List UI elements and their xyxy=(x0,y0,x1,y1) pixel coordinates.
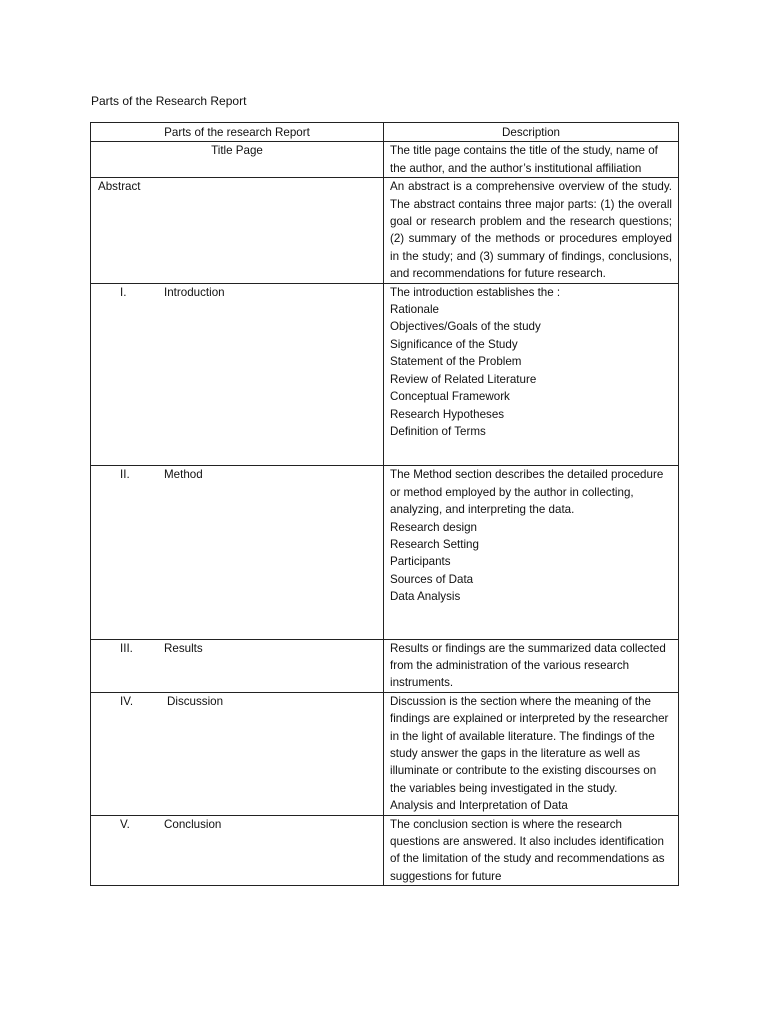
part-method xyxy=(91,466,384,639)
table-row-method xyxy=(91,466,679,639)
research-report-table xyxy=(90,122,679,886)
table-row-discussion xyxy=(91,692,679,815)
description-line: Sources of Data xyxy=(390,572,474,586)
description-line: The title page contains the title of the study, name of the author, and the author’s institutional affiliation xyxy=(390,144,658,175)
description-line: Significance of the Study xyxy=(390,337,518,351)
part-results xyxy=(91,639,384,692)
description-line: Objectives/Goals of the study xyxy=(390,320,541,334)
roman-numeral: V. xyxy=(120,817,130,831)
description-abstract xyxy=(384,178,679,283)
table-row-abstract xyxy=(91,178,679,283)
description-line: The conclusion section is where the research questions are answered. It also includes identification of the limitation of the study and recommendations as suggestions for future xyxy=(390,817,665,883)
document-title: Parts of the Research Report xyxy=(91,94,247,108)
table-row-introduction xyxy=(91,283,679,466)
description-method xyxy=(384,466,679,639)
part-label: Results xyxy=(164,641,203,655)
roman-numeral: IV. xyxy=(120,694,134,708)
description-results xyxy=(384,639,679,692)
description-line: An abstract is a comprehensive overview of the study. The abstract contains three major parts: (1) the overall goal or research problem and the research questions; (2) summary of the methods or procedures employed in the study; and (3) summary of findings, conclusions, and recommendations for future research. xyxy=(390,180,672,281)
description-line: Statement of the Problem xyxy=(390,355,522,369)
description-line: Results or findings are the summarized data collected from the administration of the various research instruments. xyxy=(390,641,666,690)
roman-numeral: II. xyxy=(120,468,130,482)
table-row-conclusion xyxy=(91,815,679,886)
part-conclusion xyxy=(91,815,384,886)
description-discussion xyxy=(384,692,679,815)
table-row-title-page xyxy=(91,142,679,178)
description-line: Research Setting xyxy=(390,537,479,551)
description-line: Participants xyxy=(390,555,451,569)
part-label: Conclusion xyxy=(164,817,222,831)
description-line: Analysis and Interpretation of Data xyxy=(390,799,568,813)
part-discussion xyxy=(91,692,384,815)
part-label: Method xyxy=(164,468,203,482)
description-line: Research design xyxy=(390,520,478,534)
part-title-page: Title Page xyxy=(91,142,384,178)
part-abstract: Abstract xyxy=(91,178,384,283)
roman-numeral: III. xyxy=(120,641,133,655)
header-parts: Parts of the research Report xyxy=(91,123,384,142)
description-line: Discussion is the section where the meaning of the findings are explained or interpreted by the researcher in the light of available literature. The findings of the study answer the gaps in the literature as well as illuminate or contribute to the existing discourses on the variables being investigated in the study. xyxy=(390,694,669,795)
part-label: Discussion xyxy=(167,694,224,708)
description-conclusion xyxy=(384,815,679,886)
description-line: Rationale xyxy=(390,303,439,317)
description-title-page xyxy=(384,142,679,178)
description-line: Data Analysis xyxy=(390,590,461,604)
description-line: Conceptual Framework xyxy=(390,390,510,404)
table-header-row xyxy=(91,123,679,142)
description-line: Definition of Terms xyxy=(390,424,486,438)
description-line: Review of Related Literature xyxy=(390,372,537,386)
table-row-results xyxy=(91,639,679,692)
part-introduction xyxy=(91,283,384,466)
part-label: Introduction xyxy=(164,285,225,299)
description-line: The Method section describes the detailed procedure or method employed by the author in collecting, analyzing, and interpreting the data. xyxy=(390,468,664,517)
description-introduction xyxy=(384,283,679,466)
header-description: Description xyxy=(384,123,679,142)
description-line: The introduction establishes the : xyxy=(390,285,561,299)
roman-numeral: I. xyxy=(120,285,127,299)
description-line: Research Hypotheses xyxy=(390,407,505,421)
